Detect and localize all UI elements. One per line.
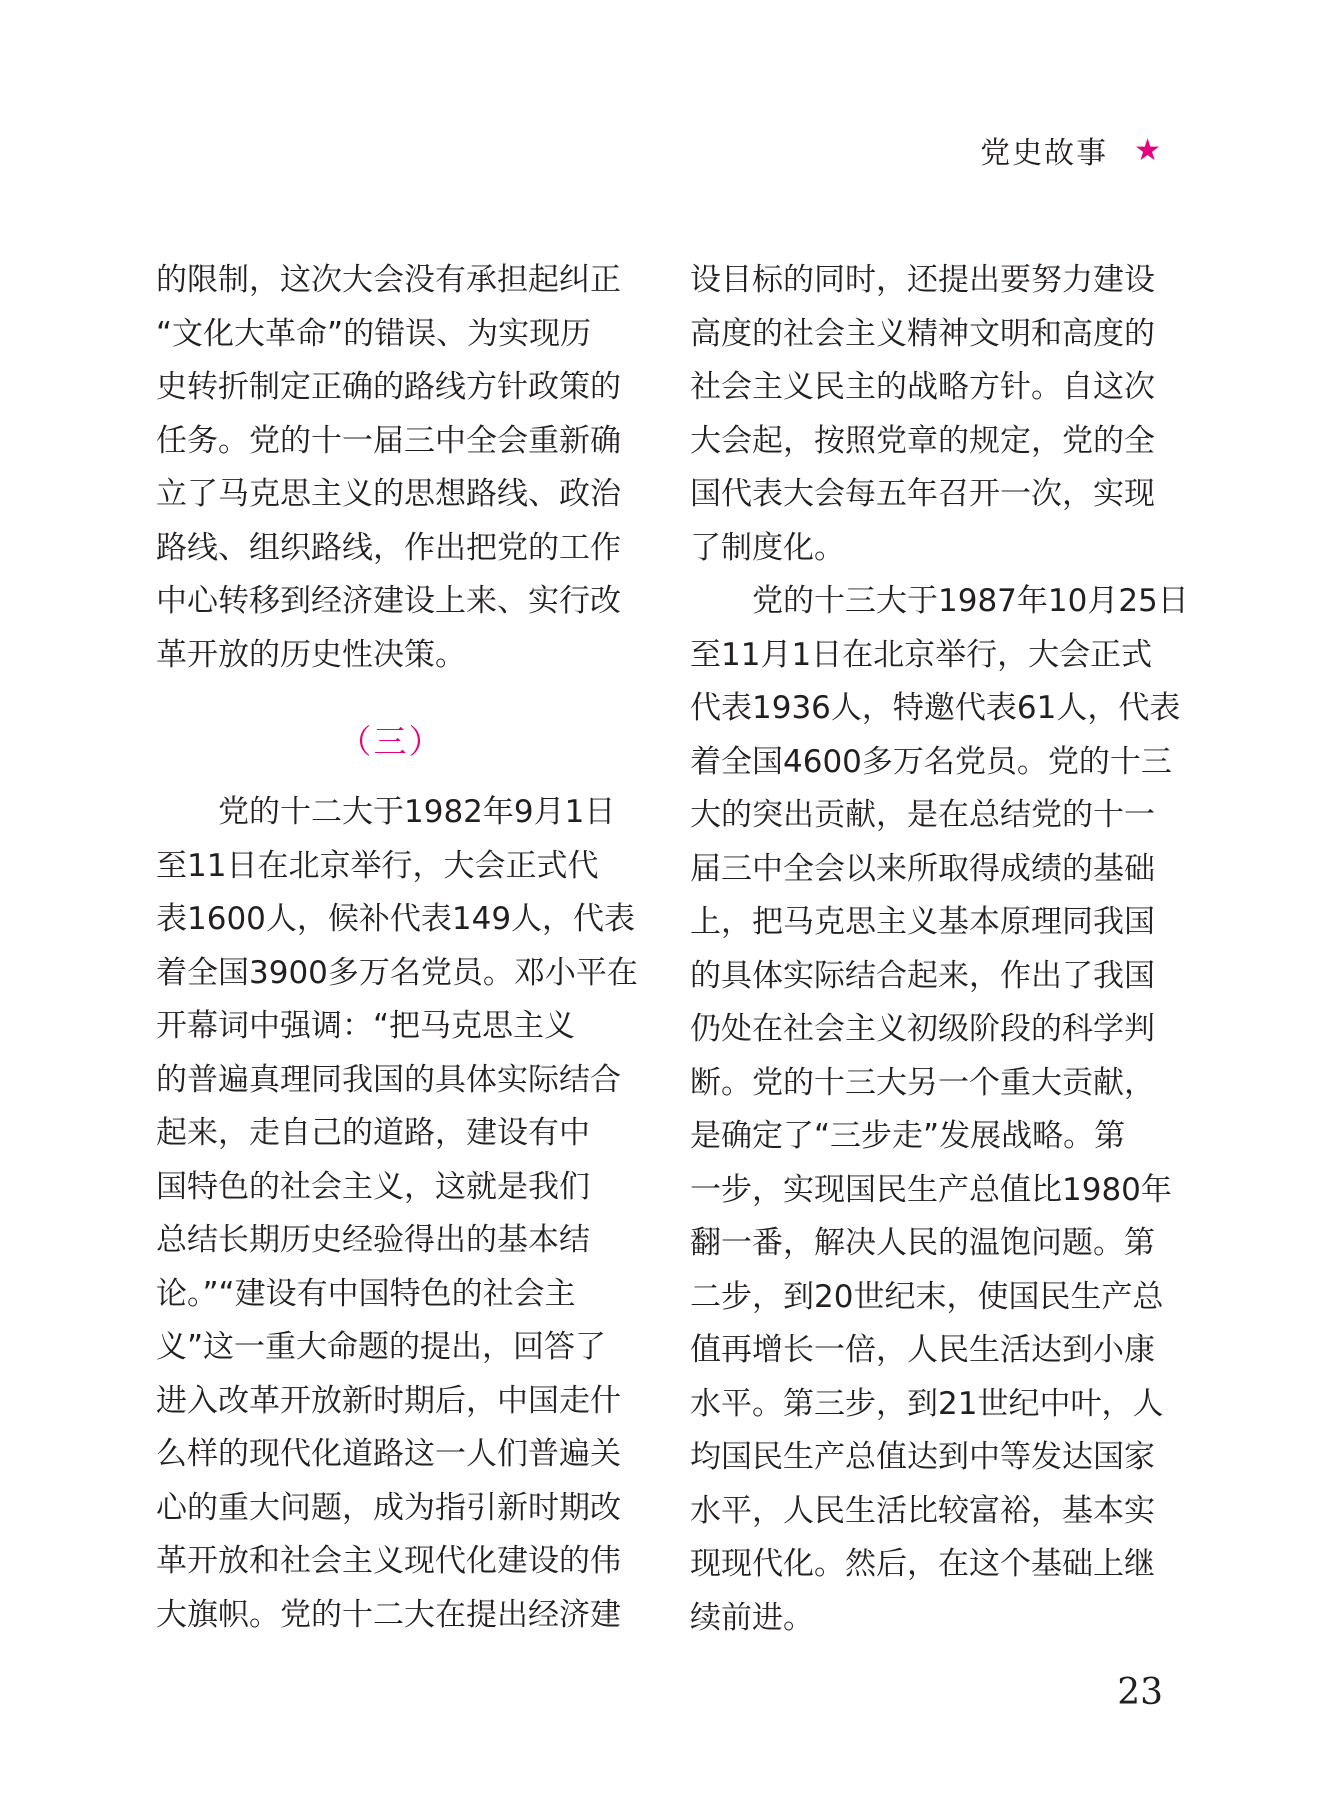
paragraph-left-1 <box>156 254 626 682</box>
paragraph-left-2 <box>156 786 638 1642</box>
text-line: 着全国4600多万名党员。党的十三 <box>690 743 1172 780</box>
left-column <box>156 254 626 682</box>
text-line: 均国民生产总值达到中等发达国家 <box>690 1439 1155 1475</box>
text-line: 开幕词中强调：“把马克思主义 <box>156 1008 576 1044</box>
text-line: 代表1936人，特邀代表61人，代表 <box>690 690 1181 726</box>
text-line: 心的重大问题，成为指引新时期改 <box>156 1489 621 1526</box>
section-heading: （三） <box>338 722 444 761</box>
text-line: 高度的社会主义精神文明和高度的 <box>690 315 1155 352</box>
text-line: 了制度化。 <box>690 529 845 566</box>
text-line: 表1600人，候补代表149人，代表 <box>156 901 636 937</box>
paragraph-right-2 <box>690 575 1189 1645</box>
text-line: 国特色的社会主义，这就是我们 <box>156 1168 590 1205</box>
text-line: 大旗帜。党的十二大在提出经济建 <box>156 1596 621 1633</box>
right-column <box>690 254 1189 1645</box>
text-line: 着全国3900多万名党员。邓小平在 <box>156 954 638 991</box>
text-line: 进入改革开放新时期后，中国走什 <box>156 1382 621 1419</box>
text-line: 的具体实际结合起来，作出了我国 <box>690 957 1155 994</box>
page-number: 23 <box>1117 1672 1163 1713</box>
text-line: 现现代化。然后，在这个基础上继 <box>690 1546 1155 1582</box>
text-line: 断。党的十三大另一个重大贡献， <box>690 1064 1155 1101</box>
text-line: 翻一番，解决人民的温饱问题。第 <box>690 1225 1155 1261</box>
text-line: 社会主义民主的战略方针。自这次 <box>690 369 1155 405</box>
text-line: 水平，人民生活比较富裕，基本实 <box>690 1492 1155 1529</box>
left-column-lower <box>156 786 638 1642</box>
star-icon: ★ <box>1134 132 1163 168</box>
paragraph-right-1 <box>690 254 1160 575</box>
text-line: 义”这一重大命题的提出，回答了 <box>156 1329 607 1365</box>
text-line: 党的十二大于1982年9月1日 <box>218 794 616 830</box>
text-line: 史转折制定正确的路线方针政策的 <box>156 369 621 405</box>
text-line: 上，把马克思主义基本原理同我国 <box>690 904 1155 940</box>
text-line: 的普遍真理同我国的具体实际结合 <box>156 1061 621 1098</box>
text-line: 国代表大会每五年召开一次，实现 <box>690 476 1155 512</box>
text-line: 至11日在北京举行，大会正式代 <box>156 847 599 884</box>
text-line: 么样的现代化道路这一人们普遍关 <box>156 1436 621 1472</box>
text-line: 路线、组织路线，作出把党的工作 <box>156 529 621 566</box>
text-line: 二步，到20世纪末，使国民生产总 <box>690 1278 1164 1315</box>
text-line: 总结长期历史经验得出的基本结 <box>156 1222 590 1258</box>
text-line: 论。”“建设有中国特色的社会主 <box>156 1275 576 1312</box>
text-line: 至11月1日在北京举行，大会正式 <box>690 636 1153 673</box>
text-line: 设目标的同时，还提出要努力建设 <box>690 262 1155 298</box>
text-line: 大的突出贡献，是在总结党的十一 <box>690 797 1155 833</box>
text-line: 水平。第三步，到21世纪中叶，人 <box>690 1385 1164 1422</box>
section-title: 党史故事 <box>980 136 1109 171</box>
text-line: 大会起，按照党章的规定，党的全 <box>690 422 1155 459</box>
text-line: 任务。党的十一届三中全会重新确 <box>156 422 621 459</box>
running-header <box>980 128 1163 172</box>
text-line: 革开放和社会主义现代化建设的伟 <box>156 1543 621 1579</box>
text-line: “文化大革命”的错误、为实现历 <box>156 315 592 352</box>
text-line: 届三中全会以来所取得成绩的基础 <box>690 850 1155 887</box>
text-line: 续前进。 <box>690 1599 814 1636</box>
text-line: 值再增长一倍，人民生活达到小康 <box>690 1332 1155 1368</box>
text-line: 起来，走自己的道路，建设有中 <box>156 1115 590 1151</box>
text-line: 革开放的历史性决策。 <box>156 636 466 673</box>
text-line: 一步，实现国民生产总值比1980年 <box>690 1171 1172 1208</box>
text-line: 立了马克思主义的思想路线、政治 <box>156 476 621 512</box>
text-line: 中心转移到经济建设上来、实行改 <box>156 583 621 619</box>
text-line: 党的十三大于1987年10月25日 <box>752 583 1189 619</box>
text-line: 仍处在社会主义初级阶段的科学判 <box>690 1011 1155 1047</box>
text-line: 是确定了“三步走”发展战略。第 <box>690 1118 1126 1154</box>
text-line: 的限制，这次大会没有承担起纠正 <box>156 262 621 298</box>
